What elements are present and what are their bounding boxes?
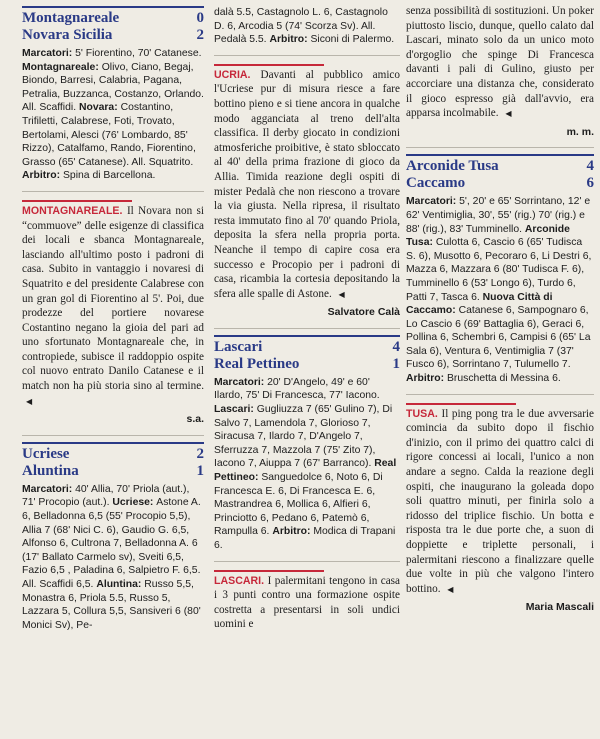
story-text: Il ping pong tra le due avversarie comincia da subito dopo il fischio d'inizio, con il primo dei quattro calci di rigore concessi ai locali, l'unico a non andare a segno. Calda la reazione degli ospiti, che inaugurano la goleada dopo soli quattro minuti, per finirla solo a ridosso del triplice fischio. Un botta e risposta tra le due porte che, a suon di doppiette e triplette personali, i palermitani riescono a finalizzare quelle due volte in più che valgono l'intero bottino. [406, 407, 594, 595]
match-header [22, 6, 204, 44]
match-montagnareale-novara [22, 6, 204, 183]
match-header [214, 335, 400, 373]
story-byline: m. m. [566, 125, 594, 138]
away-lineup-label: Aluntina: [96, 579, 145, 590]
end-triangle-icon: ◀ [447, 584, 454, 594]
away-lineup-continued: dalà 5.5, Castagnolo L. 6, Castagnolo D. 6, Arcodia 5 (74' Scorza Sv). All. Pedalà 5.5. [214, 7, 388, 46]
end-triangle-icon: ◀ [505, 109, 512, 119]
story-text: Il Novara non si “commuove” delle esigenze di classifica dei locali e sbanca Montagnareale, lasciando all'ultimo posto i padroni di casa. Subito in vantaggio i novaresi di Squatrito e del presidente Calabrese con un gran gol di Fiorentino al 5'. Poi, due prodezze del portiere novarese Costantino negano la gioia del pari ad uno sfortunato Montagnareale che, in contropiede, subisce il raddoppio ospite col nuovo entrato Danilo Catanese e il match non ha più storia sino al termine. [22, 204, 204, 393]
home-lineup-text: Astone A. 6, Belladonna 6,5 (55' Procopio 5,5), Allia 7 (68' Nici C. 6), Gaudio G. 6,5, Alfonso 6, Cultrona 7, Belladonna A. 6 (17' Ballato Carmelo sv), Sveiti 6,5, Fazio 6,5 , Paladina 6, Salpietro F. 6,5. All. Scaffidi 6,5. [22, 497, 201, 590]
marcatori-text: 20' D'Angelo, 49' e 60' Ilardo, 75' Di Francesca, 77' Iacono. [214, 376, 380, 402]
team-away: Caccamo [406, 175, 466, 192]
home-lineup-label: Arconide Tusa: [406, 223, 570, 249]
story-text: senza possibilità di sostituzioni. Un poker piuttosto liscio, dunque, quello calato dal Lascari, minato solo da un unico moto d'orgoglio che spinge Di Francesca davanti i pali di Gulino, giusto per accorciare una distanza che, considerato il gioco espresso già dall'avvio, era apparsa incolmabile. [406, 5, 594, 120]
score-away: 1 [196, 462, 204, 479]
separator [22, 435, 204, 436]
story-lascari [214, 570, 400, 632]
separator [406, 147, 594, 148]
marcatori-text: 5' Fiorentino, 70' Catanese. [75, 48, 202, 59]
column-2 [214, 0, 400, 739]
end-triangle-icon: ◀ [338, 289, 345, 299]
story-lascari-continued [406, 4, 594, 139]
match-tabellino [22, 483, 204, 633]
score-home: 0 [196, 10, 204, 26]
match-lascari-pettineo [214, 335, 400, 553]
story-text: I palermitani tengono in casa i 3 punti contro una formazione ospite costretta a presentarsi in soli undici uomini e [214, 574, 400, 631]
team-away: Novara Sicilia [22, 27, 113, 43]
marcatori-label: Marcatori: [214, 376, 268, 388]
story-byline: Maria Mascali [525, 601, 594, 614]
away-lineup-label: Real Pettineo: [214, 458, 397, 484]
separator [22, 191, 204, 192]
away-lineup-label: Nuova Città di Caccamo: [406, 291, 553, 317]
match-tabellino [214, 376, 400, 553]
kicker-rule [22, 200, 132, 202]
home-lineup-text: Culotta 6, Cascio 6 (65' Tudisca S. 6), Musotto 6, Pecoraro 6, Li Destri 6, Mazza 6, Mazzara 6 (80' Tudisca F. 6), Tumminello 6 (53' Longo 6), Turdo 6, Patti 7, Tasca 6. [406, 237, 592, 303]
team-away: Real Pettineo [214, 355, 300, 372]
team-home: Ucriese [22, 445, 70, 462]
end-triangle-icon: ◀ [26, 396, 33, 406]
story-tusa [406, 403, 594, 615]
story-kicker: TUSA. [406, 407, 442, 420]
score-away: 6 [586, 175, 594, 192]
team-home: Lascari [214, 338, 263, 355]
score-away: 1 [392, 355, 400, 372]
story-kicker: UCRIA. [214, 68, 261, 81]
team-home: Arconide Tusa [406, 158, 499, 175]
kicker-rule [406, 403, 516, 405]
marcatori-text: 40' Allia, 70' Priola (aut.), 71' Procopio (aut.). [22, 483, 190, 509]
separator [214, 561, 400, 562]
arbitro-label: Arbitro: [406, 373, 447, 385]
arbitro-label: Arbitro: [272, 526, 314, 538]
home-lineup-label: Ucriese: [112, 497, 157, 509]
kicker-rule [214, 570, 324, 572]
arbitro-label: Arbitro: [22, 170, 63, 182]
away-lineup-label: Novara: [78, 102, 121, 114]
story-kicker: LASCARI. [214, 574, 268, 587]
match-tabellino [22, 47, 204, 183]
team-away: Aluntina [22, 462, 79, 479]
separator [214, 55, 400, 56]
away-lineup-text: Costantino, Trifiletti, Calabrese, Foti, Trovato, Bertolami, Alesci (76' Lombardo, 85' Rizzo), Catalfamo, Rando, Fiorentino, Grasso (65' Catanese). All. Squatrito. [22, 102, 196, 168]
away-lineup-text: Catanese 6, Sampognaro 6, Lo Cascio 6 (69' Battaglia 6), Geraci 6, Pollina 6, Schembri 6, Campisi 6 (65' La Sala 6), Ventura 6, Ventimiglia 7 (37' Fusco 6), Sorrintano 7, Tulumello 7. [406, 305, 591, 371]
match-header [22, 442, 204, 480]
story-montagnareale [22, 200, 204, 427]
arbitro-text: Siconi di Palermo. [310, 34, 395, 46]
away-lineup-text: Sanguedolce 6, Noto 6, Di Francesca E. 6, Di Francesca E. 6, Mastrandrea 6, Mollica 6, Alfieri 6, Princiotto 6, Pedano 6, Patemò 6, Rampulla 6. [214, 472, 383, 538]
story-kicker: MONTAGNAREALE. [22, 204, 127, 217]
score-home: 2 [196, 445, 204, 462]
story-byline: s.a. [186, 413, 204, 426]
score-away: 2 [196, 27, 204, 43]
home-lineup-text: Olivo, Ciano, Begaj, Biondo, Barresi, Calabria, Pagana, Petralia, Buzzanca, Costanzo, Orlando. All. Scaffidi. [22, 61, 204, 114]
home-lineup-text: Gugliuzza 7 (65' Gulino 7), Di Salvo 7, Lamendola 7, Glorioso 7, Siracusa 7, Ilardo 7, D'Angelo 7, Sferruzza 7, Mazzola 7 (75' Zito 7), Iacono 7, Aiuppa 7 (67' Barranco). [214, 404, 393, 470]
arbitro-text: Spina di Barcellona. [62, 170, 156, 182]
home-lineup-label: Lascari: [214, 404, 257, 416]
story-byline: Salvatore Calà [327, 306, 400, 319]
team-home: Montagnareale [22, 10, 120, 26]
match-tusa-caccamo [406, 154, 594, 385]
marcatori-label: Marcatori: [22, 48, 76, 59]
arbitro-label: Arbitro: [269, 34, 311, 46]
marcatori-text: 5', 20' e 65' Sorrintano, 12' e 62' Ventimiglia, 30', 55' (rig.) 70' (rig.) e 88' (rig.), 83' Tumminello. [406, 196, 591, 235]
arbitro-text: Bruschetta di Messina 6. [446, 373, 561, 385]
match-tabellino-continued [214, 6, 400, 47]
match-ucriese-aluntina [22, 442, 204, 633]
marcatori-label: Marcatori: [406, 196, 460, 208]
away-lineup-text: Russo 5,5, Monastra 6, Priola 5.5, Russo 5, Lazzara 5, Collura 5,5, Sansiveri 6 (80' Monici Sv), Pe- [22, 579, 201, 631]
home-lineup-label: Montagnareale: [22, 61, 102, 73]
story-text: Davanti al pubblico amico l'Ucriese pur di misura riesce a fare bottino pieno e si tiene ancora in qualche modo agganciata al treno dell'alta classifica. Il derby giocato in condizioni atmosferiche proibitive, è stato sbloccato al 40' della prima frazione di gioco da Allia. Timida reazione degli ospiti di mister Pedalà che non riescono a trovare la via giusta. Nella ripresa, il risultato resta immutato fino al 70' quando Priola, deposita la sfera nella propria porta. Neanche il tempo di capire cosa era successo e Procopio per i padroni di casa, ricambia la cortesia depositando la sfera alle spalle di Astone. [214, 68, 400, 300]
marcatori-label: Marcatori: [22, 483, 76, 495]
kicker-rule [214, 64, 324, 66]
match-header [406, 154, 594, 192]
column-1 [22, 0, 204, 739]
separator [214, 328, 400, 329]
arbitro-text: Modica di Trapani 6. [214, 526, 396, 551]
score-home: 4 [586, 158, 594, 175]
story-ucria [214, 64, 400, 320]
column-3 [406, 0, 594, 739]
score-home: 4 [392, 338, 400, 355]
match-tabellino [406, 195, 594, 385]
separator [406, 394, 594, 395]
